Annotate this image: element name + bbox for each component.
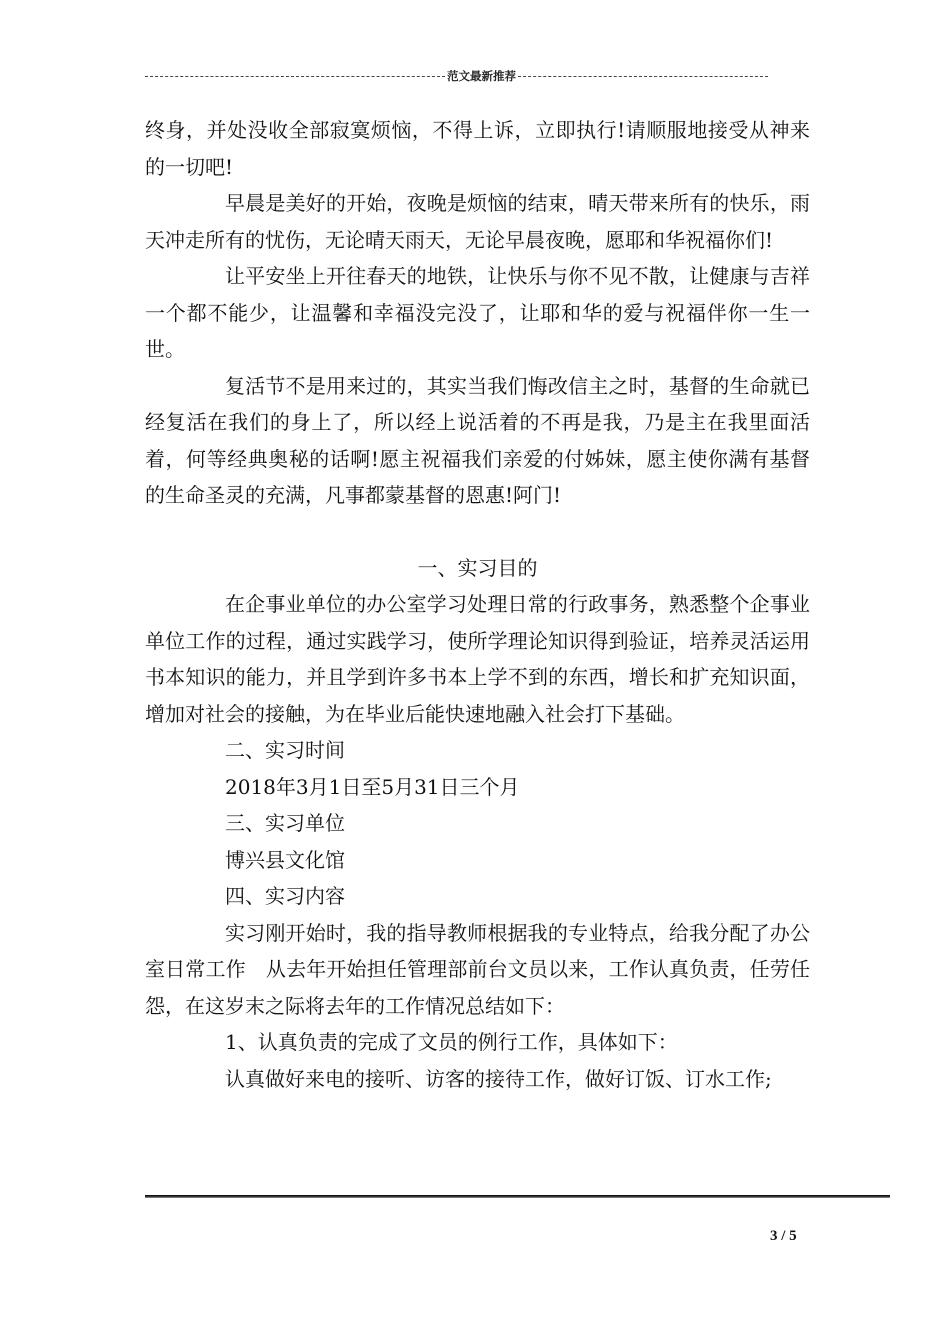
paragraph-continuation: 终身，并处没收全部寂寞烦恼，不得上诉，立即执行!请顺服地接受从神来的一切吧! — [145, 118, 810, 179]
page-number: 3 / 5 — [770, 1228, 797, 1244]
paragraph-time: 2018年3月1日至5月31日三个月 — [225, 774, 520, 799]
paragraph-peace-blessing: 让平安坐上开往春天的地铁，让快乐与你不见不散，让健康与吉祥一个都不能少，让温馨和幸福没完没了，让耶和华的爱与祝福伴你一生一世。 — [145, 264, 810, 361]
list-item-duties: 1、认真负责的完成了文员的例行工作，具体如下： — [225, 1030, 678, 1054]
paragraph-unit: 博兴县文化馆 — [225, 847, 345, 872]
page-header — [145, 68, 790, 84]
paragraph-gap — [145, 514, 810, 550]
paragraph-easter: 复活节不是用来过的，其实当我们悔改信主之时，基督的生命就已经复活在我们的身上了，所以经上说活着的不再是我，乃是主在我里面活着，何等经典奥秘的话啊!愿主祝福我们亲爱的付姊妹，愿主使你满有基督的生命圣灵的充满，凡事都蒙基督的恩惠!阿门! — [145, 373, 810, 507]
header-dash-left — [145, 76, 445, 77]
section-heading-purpose: 一、实习目的 — [417, 555, 538, 580]
paragraph-morning-blessing: 早晨是美好的开始，夜晚是烦恼的结束，晴天带来所有的快乐，雨天冲走所有的忧伤，无论晴天雨天，无论早晨夜晚，愿耶和华祝福你们! — [145, 191, 810, 252]
header-title: 范文最新推荐 — [447, 69, 516, 83]
footer-divider — [145, 1195, 890, 1198]
header-dash-right — [518, 76, 768, 77]
section-heading-content: 四、实习内容 — [225, 884, 345, 908]
paragraph-content: 实习刚开始时，我的指导教师根据我的专业特点，给我分配了办公室日常工作 从去年开始担任管理部前台文员以来，工作认真负责，任劳任怨，在这岁末之际将去年的工作情况总结如下： — [145, 920, 810, 1018]
section-heading-unit: 三、实习单位 — [225, 811, 345, 835]
paragraph-purpose: 在企事业单位的办公室学习处理日常的行政事务，熟悉整个企事业单位工作的过程，通过实践学习，使所学理论知识得到验证，培养灵活运用书本知识的能力，并且学到许多书本上学不到的东西，增长和扩充知识面，增加对社会的接触，为在毕业后能快速地融入社会打下基础。 — [145, 592, 810, 726]
section-heading-time: 二、实习时间 — [225, 738, 345, 762]
paragraph-duties-detail: 认真做好来电的接听、访客的接待工作，做好订饭、订水工作; — [225, 1066, 772, 1091]
document-body — [145, 112, 810, 1097]
